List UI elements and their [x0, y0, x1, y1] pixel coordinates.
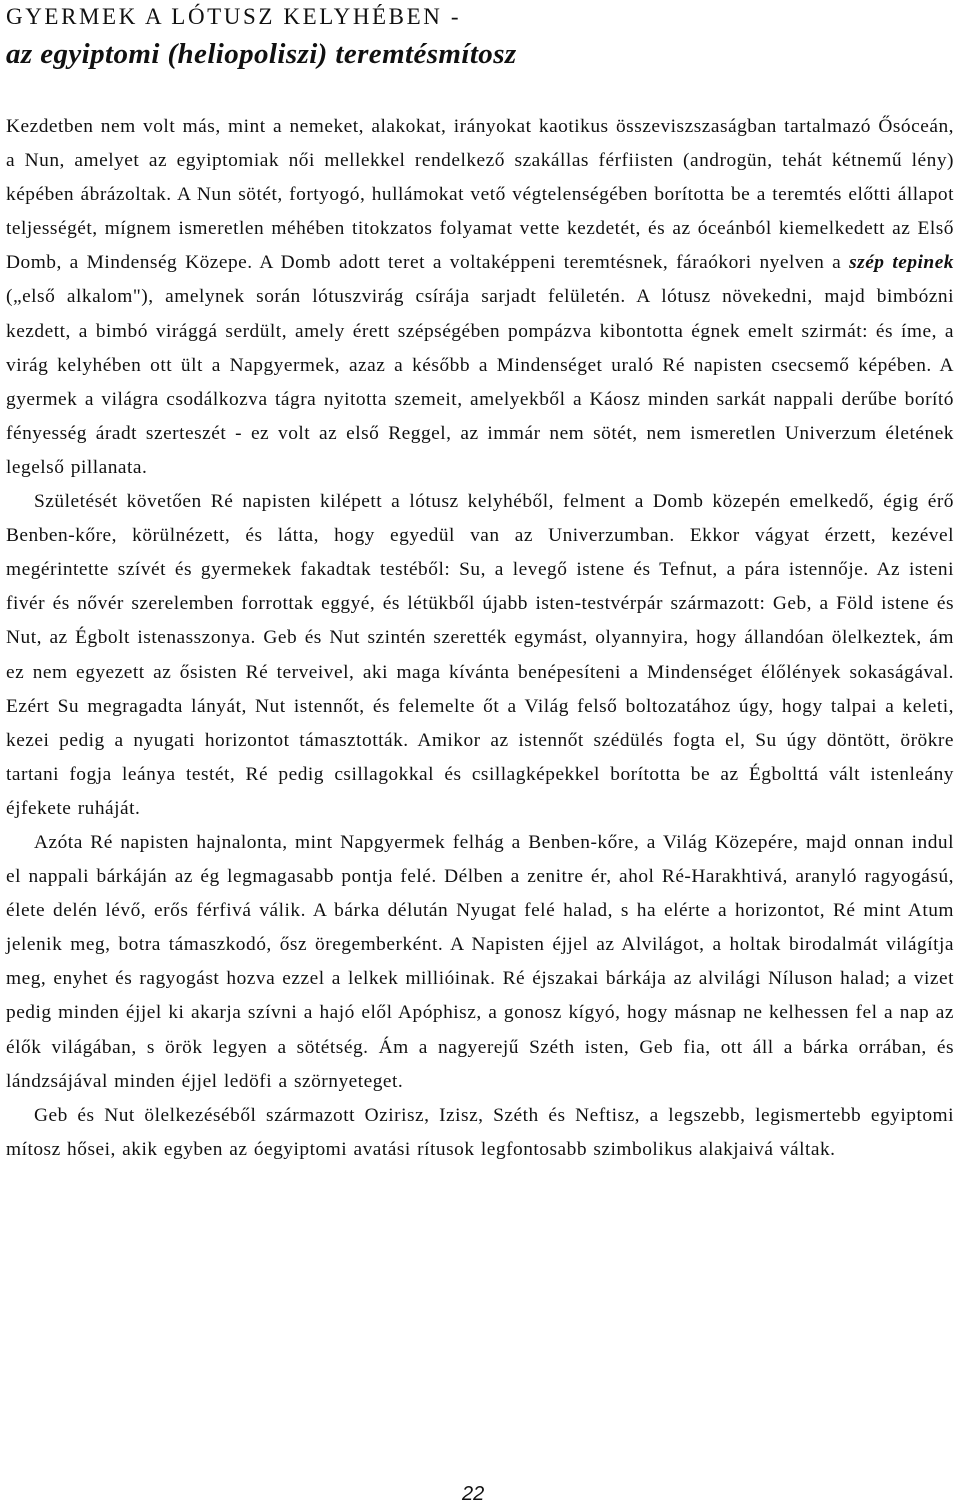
- paragraph-3: Azóta Ré napisten hajnalonta, mint Napgyermek felhág a Benben-kőre, a Világ Közepére, majd onnan indul el nappali bárkáján az ég legmagasabb pontja felé. Délben a zenitre ér, ahol Ré-Harakhtivá, aranyló ragyogású, élete delén lévő, erős férfivá válik. A bárka délután Nyugat felé halad, s ha elérte a horizontot, Ré mint Atum jelenik meg, botra támaszkodó, ősz öregemberként. A Napisten éjjel az Alvilágot, a holtak birodalmát világítja meg, enyhet és ragyogást hozva ezzel a lelkek millióinak. Ré éjszakai bárkája az alvilági Níluson halad; a vizet pedig minden éjjel ki akarja szívni a hajó elől Apóphisz, a gonosz kígyó, hogy másnap ne kelhessen fel a nap az élők világában, s örök legyen a sötétség. Ám a nagyerejű Széth isten, Geb fia, ott áll a bárka orrában, és lándzsájával minden éjjel ledöfi a szörnyeteget.: [6, 831, 954, 1092]
- page-number: 22: [462, 1483, 485, 1505]
- chapter-subtitle: az egyiptomi (heliopoliszi) teremtésmítosz: [6, 38, 517, 70]
- paragraph-2: Születését követően Ré napisten kilépett a lótusz kelyhéből, felment a Domb közepén emelkedő, égig érő Benben-kőre, körülnézett, és látta, hogy egyedül van az Univerzumban. Ekkor vágyat érzett, kezével megérintette szívét és gyermekek fakadtak testéből: Su, a levegő istene és Tefnut, a pára istennője. Az isteni fivér és nővér szerelemben forrottak eggyé, és létükből újabb isten-testvérpár származott: Geb, a Föld istene és Nut, az Égbolt istenasszonya. Geb és Nut szintén szerették egymást, olyannyira, hogy állandóan ölelkeztek, ám ez nem egyezett az ősisten Ré terveivel, aki maga kívánta benépesíteni a Mindenséget élőlények sokaságával. Ezért Su megragadta lányát, Nut istennőt, és felemelte őt a Világ felső boltozatához úgy, hogy talpai a keleti, kezei pedig a nyugati horizontot támasztották. Amikor az istennőt szédülés fogta el, Su úgy döntött, örökre tartani fogja leánya testét, Ré pedig csillagokkal és csillagképekkel borította be az Égbolttá vált istenleány éjfekete ruháját.: [6, 491, 954, 819]
- chapter-title: GYERMEK A LÓTUSZ KELYHÉBEN -: [6, 4, 462, 29]
- paragraph-1-text-after: („első alkalom"), amelynek során lótuszvirág csírája sarjadt felületén. A lótusz növekedni, majd bimbózni kezdett, a bimbó virággá serdült, amely érett szépségében pompázva kibontotta égnek emelt szirmát: és íme, a virág kelyhében ott ült a Napgyermek, azaz a később a Mindenséget uraló Ré napisten csecsemő képében. A gyermek a világra csodálkozva tágra nyitotta szemeit, amelyekből a Káosz minden sarkát nappali derűbe borító fényesség áradt szerteszét - ez volt az első Reggel, az immár nem sötét, nem ismeretlen Univerzum életének legelső pillanata.: [6, 286, 954, 478]
- paragraph-1-text-before: Kezdetben nem volt más, mint a nemeket, alakokat, irányokat kaotikus összeviszszaságban tartalmazó Ősóceán, a Nun, amelyet az egyiptomiak női mellekkel rendelkező szakállas férfiisten (androgün, tehát kétnemű lény) képében ábrázoltak. A Nun sötét, fortyogó, hullámokat vető végtelenségében borította be a teremtés előtti állapot teljességét, mígnem ismeretlen méhében titokzatos folyamat vette kezdetét, és az óceánból kiemelkedett az Első Domb, a Mindenség Közepe. A Domb adott teret a voltaképpeni teremtésnek, fáraókori nyelven a: [6, 116, 954, 274]
- body-text: [6, 110, 954, 1167]
- paragraph-1-emphasis: szép tepinek: [849, 252, 954, 274]
- paragraph-4: Geb és Nut ölelkezéséből származott Ozirisz, Izisz, Széth és Neftisz, a legszebb, legismertebb egyiptomi mítosz hősei, akik egyben az óegyiptomi avatási rítusok legfontosabb szimbolikus alakjaivá váltak.: [6, 1104, 954, 1160]
- paragraph-1: [6, 110, 954, 485]
